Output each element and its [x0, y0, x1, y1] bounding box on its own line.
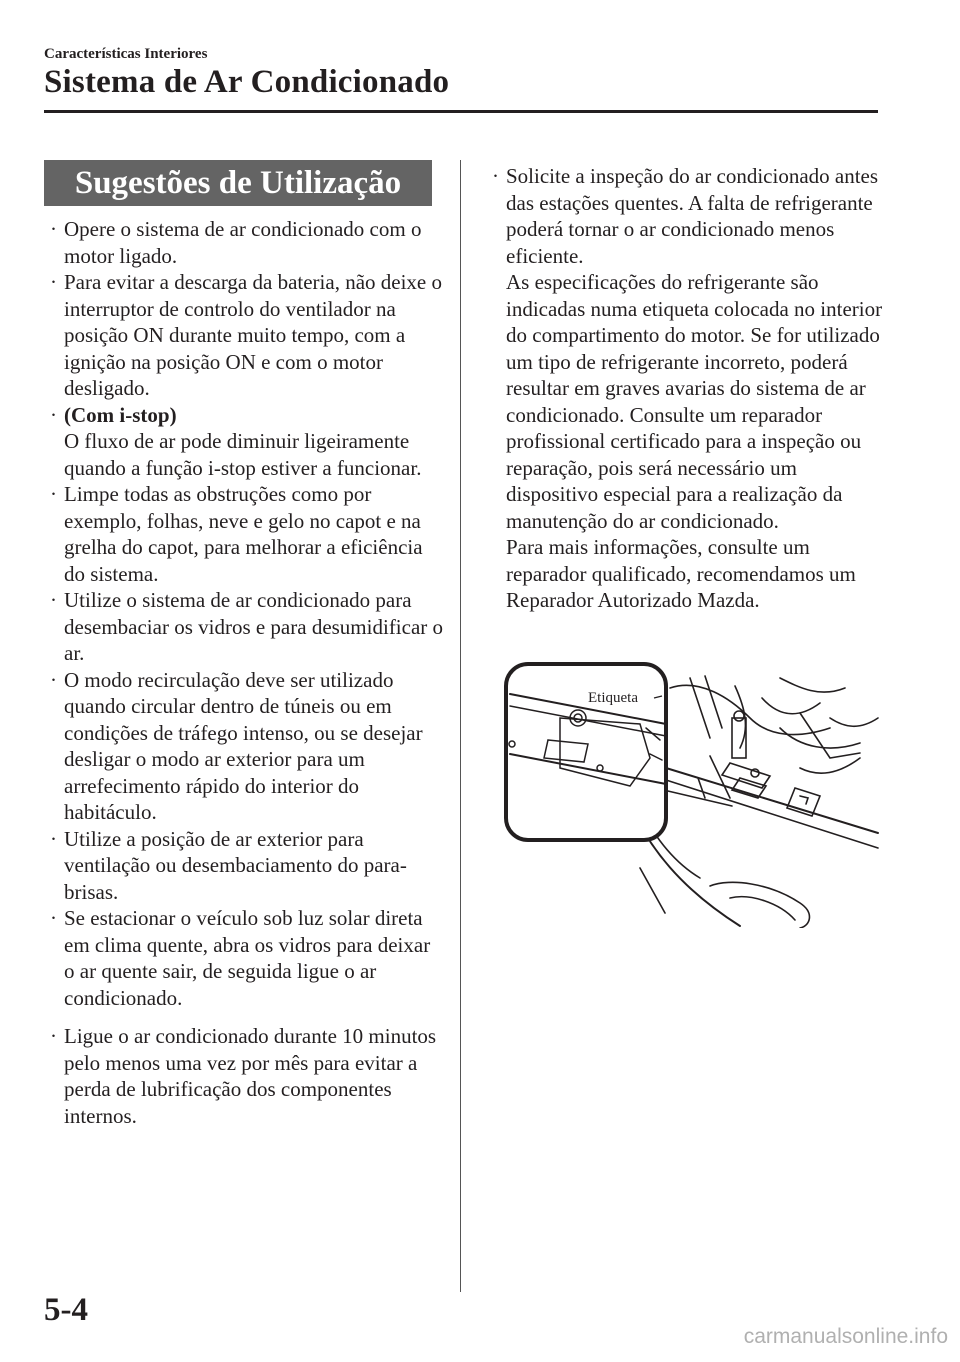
list-item: [44, 269, 444, 402]
bullet-icon: ·: [50, 270, 57, 294]
figure-label: Etiqueta: [588, 690, 638, 706]
list-item: [44, 667, 444, 826]
list-item: [44, 402, 444, 482]
list-item: [44, 587, 444, 667]
list-item-paragraph: As especificações do refrigerante são indicadas numa etiqueta colocada no interior do compartimento do motor. Se for utilizado um tipo de refrigerante incorreto, poderá resultar em graves avarias do sistema de ar condicionado. Consulte um reparador profissional certificado para a inspeção ou reparação, pois será necessário um dispositivo especial para a realização da manutenção do ar condicionado.: [506, 270, 883, 533]
breadcrumb: Características Interiores: [44, 46, 208, 62]
header-rule: [44, 110, 878, 113]
list-item: [44, 216, 444, 269]
list-item-text: Se estacionar o veículo sob luz solar direta em clima quente, abra os vidros para deixar o ar quente sair, de seguida ligue o ar condicionado.: [64, 906, 431, 1010]
list-item-text: Ligue o ar condicionado durante 10 minutos pelo menos uma vez por mês para evitar a perda de lubrificação dos componentes internos.: [64, 1024, 437, 1128]
list-item: [44, 905, 444, 1011]
list-item-text: Utilize o sistema de ar condicionado para desembaciar os vidros e para desumidificar o ar.: [64, 588, 444, 665]
list-item: [44, 481, 444, 587]
list-item: [44, 826, 444, 906]
list-item-text: Opere o sistema de ar condicionado com o motor ligado.: [64, 217, 422, 268]
bullet-icon: ·: [50, 1024, 57, 1048]
list-item-text: Utilize a posição de ar exterior para ventilação ou desembaciamento do para-brisas.: [64, 826, 407, 904]
bullet-icon: ·: [50, 667, 57, 692]
list-item-text: O modo recirculação deve ser utilizado quando circular dentro de túneis ou em condições de tráfego intenso, ou se desejar desligar o modo ar exterior para um arrefecimento rápido do interior do habitáculo.: [64, 667, 423, 824]
list-item-text: O fluxo de ar pode diminuir ligeiramente quando a função i-stop estiver a funcionar.: [64, 429, 422, 480]
list-item-paragraph: Solicite a inspeção do ar condicionado antes das estações quentes. A falta de refrigerante poderá tornar o ar condicionado menos eficiente.: [506, 164, 879, 268]
column-divider: [460, 160, 461, 1292]
bullet-icon: ·: [50, 482, 57, 506]
list-item: [44, 1023, 444, 1129]
bullet-icon: ·: [50, 402, 57, 427]
bullet-icon: ·: [50, 588, 57, 612]
list-item-text: Limpe todas as obstruções como por exemplo, folhas, neve e gelo no capot e na grelha do capot, para melhorar a eficiência do sistema.: [64, 482, 423, 586]
list-item-paragraph: Para mais informações, consulte um reparador qualificado, recomendamos um Reparador Autorizado Mazda.: [506, 535, 856, 612]
list-item-heading: (Com i-stop): [64, 402, 177, 427]
page-title: Sistema de Ar Condicionado: [44, 64, 450, 100]
page-number: 5-4: [44, 1292, 88, 1328]
right-column-list: [486, 163, 886, 614]
bullet-icon: ·: [50, 826, 57, 851]
engine-compartment-illustration: [500, 658, 880, 928]
section-title: Sugestões de Utilização: [74, 164, 402, 201]
bullet-icon: ·: [50, 906, 57, 930]
list-item: [486, 163, 886, 614]
bullet-icon: ·: [50, 217, 57, 241]
watermark: carmanualsonline.info: [743, 1325, 948, 1348]
list-item-text: Para evitar a descarga da bateria, não deixe o interruptor de controlo do ventilador na posição ON durante muito tempo, com a ignição na posição ON e com o motor desligado.: [64, 270, 442, 400]
section-banner: [44, 160, 432, 206]
left-column-list: [44, 216, 444, 1129]
bullet-icon: ·: [492, 164, 499, 188]
